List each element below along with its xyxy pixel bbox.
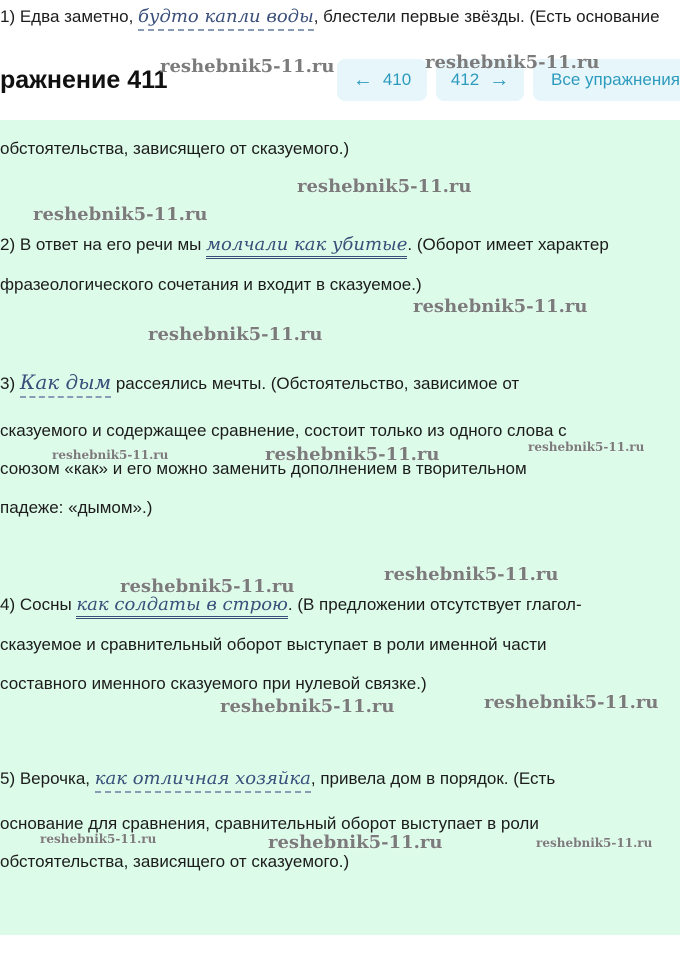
arrow-left-icon: ← — [352, 68, 373, 91]
all-exercises-button[interactable]: Все упражнения — [533, 59, 680, 101]
watermark: reshebnik5-11.ru — [220, 696, 395, 717]
watermark: reshebnik5-11.ru — [425, 52, 600, 73]
watermark: reshebnik5-11.ru — [33, 204, 208, 225]
watermark: reshebnik5-11.ru — [536, 836, 653, 850]
item-3-explanation-line: союзом «как» и его можно заменить дополнением в творительном — [0, 459, 527, 478]
item-1-explanation: обстоятельства, зависящего от сказуемого.) — [0, 139, 350, 158]
sentence-3: 3) Как дым рассеялись мечты. (Обстоятельство, зависимое от — [0, 371, 519, 395]
watermark: reshebnik5-11.ru — [160, 56, 335, 77]
sentence-5: 5) Верочка, как отличная хозяйка, привела дом в порядок. (Есть — [0, 768, 555, 790]
item-2-explanation: фразеологического сочетания и входит в сказуемое.) — [0, 275, 422, 294]
prev-exercise-button[interactable]: ← 410 — [337, 59, 427, 101]
sentence-4: 4) Сосны как солдаты в строю. (В предложении отсутствует глагол- — [0, 594, 582, 616]
watermark: reshebnik5-11.ru — [268, 832, 443, 853]
comparative-phrase: как отличная хозяйка — [95, 768, 311, 793]
comparative-phrase: как солдаты в строю — [76, 594, 287, 619]
sentence-1: 1) Едва заметно, будто капли воды, блестели первые звёзды. (Есть основание — [0, 6, 660, 28]
page-title: ражнение 411 — [0, 66, 168, 94]
comparative-phrase: Как дым — [20, 370, 111, 398]
item-5-explanation-line: основание для сравнения, сравнительный оборот выступает в роли — [0, 814, 539, 833]
watermark: reshebnik5-11.ru — [528, 440, 645, 454]
watermark: reshebnik5-11.ru — [120, 576, 295, 597]
item-4-explanation-line: сказуемое и сравнительный оборот выступает в роли именной части — [0, 635, 547, 654]
item-5-explanation-line: обстоятельства, зависящего от сказуемого.) — [0, 852, 350, 871]
watermark: reshebnik5-11.ru — [265, 444, 440, 465]
watermark: reshebnik5-11.ru — [384, 564, 559, 585]
item-4-explanation-line: составного именного сказуемого при нулевой связке.) — [0, 674, 427, 693]
sentence-2: 2) В ответ на его речи мы молчали как убитые. (Оборот имеет характер — [0, 234, 609, 256]
next-exercise-button[interactable]: 412 → — [436, 59, 524, 101]
item-3-explanation-line: сказуемого и содержащее сравнение, состоит только из одного слова с — [0, 421, 567, 440]
comparative-phrase: молчали как убитые — [206, 234, 407, 259]
watermark: reshebnik5-11.ru — [484, 692, 659, 713]
item-3-explanation-line: падеже: «дымом».) — [0, 498, 153, 517]
watermark: reshebnik5-11.ru — [40, 832, 157, 846]
watermark: reshebnik5-11.ru — [52, 448, 169, 462]
watermark: reshebnik5-11.ru — [297, 176, 472, 197]
watermark: reshebnik5-11.ru — [148, 324, 323, 345]
watermark: reshebnik5-11.ru — [413, 296, 588, 317]
comparative-phrase: будто капли воды — [138, 6, 314, 31]
arrow-right-icon: → — [489, 68, 510, 91]
